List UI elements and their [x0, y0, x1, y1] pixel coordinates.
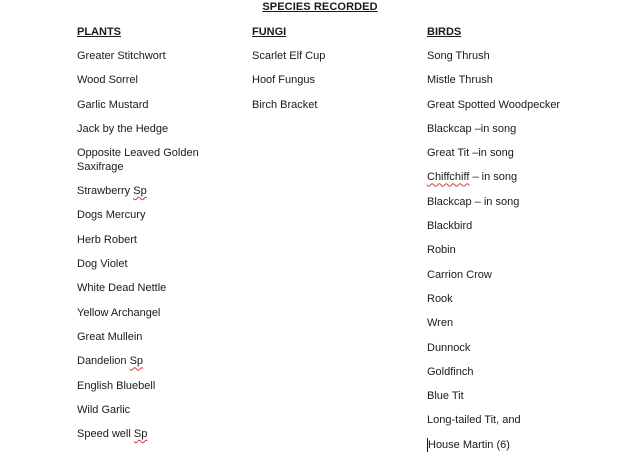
list-item: English Bluebell — [77, 379, 156, 392]
list-item: Wood Sorrel — [77, 74, 138, 87]
plants-header: PLANTS — [77, 26, 121, 38]
list-item: Blackbird — [427, 220, 473, 233]
list-item: Great Spotted Woodpecker — [427, 98, 561, 111]
page-title: SPECIES RECORDED — [262, 1, 378, 13]
list-item: Opposite Leaved Golden Saxifrage — [77, 147, 199, 174]
list-item: Greater Stitchwort — [77, 50, 166, 62]
list-item: Blackcap – in song — [427, 195, 520, 208]
list-item: Great Tit –in song — [427, 147, 514, 160]
list-item: Chiffchiff – in song — [427, 171, 518, 184]
spellcheck-mark: Sp — [133, 185, 147, 198]
spellcheck-mark: Chiffchiff — [427, 171, 470, 184]
list-item: Goldfinch — [427, 365, 474, 378]
list-item: Jack by the Hedge — [77, 122, 169, 135]
list-item: Great Mullein — [77, 330, 143, 343]
list-item: Birch Bracket — [252, 98, 318, 111]
plants-column — [77, 25, 237, 451]
list-item: Herb Robert — [77, 233, 137, 246]
list-item: Rook — [427, 292, 453, 305]
list-item: Scarlet Elf Cup — [252, 50, 326, 62]
list-item: Speed well Sp — [77, 428, 148, 441]
list-item: Long-tailed Tit, and — [427, 414, 521, 427]
list-item: Wild Garlic — [77, 403, 131, 416]
list-item: Mistle Thrush — [427, 74, 493, 87]
list-item: House Martin (6) — [427, 438, 627, 452]
list-item: White Dead Nettle — [77, 282, 167, 295]
plants-list — [77, 49, 237, 441]
birds-column — [427, 25, 627, 462]
list-item: Wren — [427, 317, 454, 330]
list-item: Strawberry Sp — [77, 185, 147, 198]
list-item: Garlic Mustard — [77, 98, 149, 111]
list-item: Dandelion Sp — [77, 355, 144, 368]
fungi-column — [252, 25, 412, 122]
birds-header: BIRDS — [427, 26, 462, 38]
list-item: Song Thrush — [427, 50, 490, 62]
list-item: Blackcap –in song — [427, 122, 517, 135]
list-item: Dogs Mercury — [77, 209, 146, 222]
fungi-list — [252, 49, 412, 112]
list-item: Yellow Archangel — [77, 306, 161, 319]
list-item: Blue Tit — [427, 390, 464, 403]
list-item: Dog Violet — [77, 258, 128, 271]
spellcheck-mark: Sp — [129, 355, 144, 368]
list-item: Dunnock — [427, 341, 471, 354]
fungi-header: FUNGI — [252, 26, 287, 38]
list-item: Robin — [427, 244, 456, 257]
list-item: Carrion Crow — [427, 268, 492, 281]
spellcheck-mark: Sp — [133, 428, 148, 441]
list-item: Hoof Fungus — [252, 74, 315, 87]
birds-list — [427, 49, 627, 452]
